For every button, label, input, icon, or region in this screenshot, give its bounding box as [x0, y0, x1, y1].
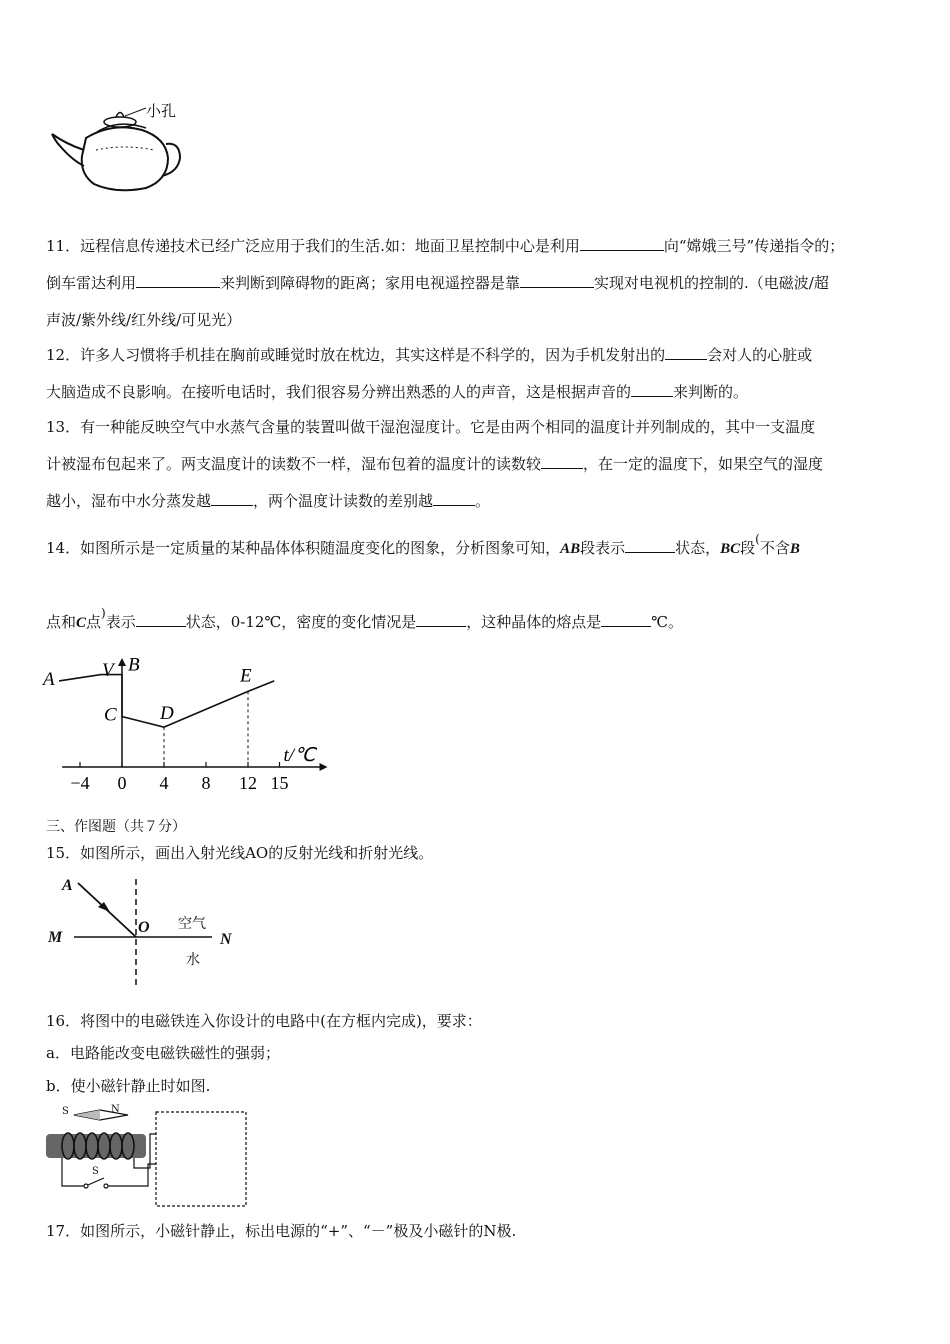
chart-point-label-b: B [128, 654, 140, 676]
q14-paren-open: ( [755, 532, 760, 546]
q13-line2 [46, 454, 823, 474]
chart-x-tick-label: −4 [70, 773, 90, 793]
chart-x-label: t/℃ [283, 745, 316, 766]
chart-x-tick-label: 8 [201, 773, 211, 793]
chart-x-tick-label: 0 [117, 773, 127, 793]
chart-x-arrow-icon [320, 763, 328, 771]
q14-text-1c: 状态， [675, 539, 721, 557]
q11-line2 [46, 273, 829, 293]
q16-req-a: a．电路能改变电磁铁磁性的强弱； [46, 1044, 280, 1062]
q14-text-1d: 段 [740, 539, 756, 557]
teapot-hole-label: 小孔 [146, 102, 177, 120]
q11-text-2a: 倒车雷达利用 [46, 274, 137, 292]
q14-text-2f: ℃。 [651, 613, 684, 631]
q16-req-b: b．使小磁针静止时如图. [46, 1077, 211, 1095]
q15-label-m: M [48, 929, 63, 946]
q14-line1 [46, 532, 800, 559]
q16-switch-label: S [92, 1166, 99, 1177]
q13-line1 [46, 417, 815, 437]
q16-dashed-box[interactable] [156, 1112, 246, 1206]
q11-text-1b: 向“嫦娥三号”传递指令的； [663, 237, 845, 255]
chart-y-label: V [102, 660, 114, 681]
chart-x-tick-label: 12 [239, 773, 257, 793]
q16-switch-icon [88, 1178, 104, 1185]
q13-text-3b: ，两个温度计读数的差别越 [253, 492, 434, 510]
q13-blank-3[interactable] [433, 491, 475, 506]
q14-blank-4[interactable] [601, 612, 651, 627]
q14-blank-2[interactable] [136, 612, 186, 627]
q15-text: 15．如图所示，画出入射光线AO的反射光线和折射光线。 [46, 844, 434, 862]
chart-point-label-c: C [104, 704, 117, 726]
q14-text-1a: 14．如图所示是一定质量的某种晶体体积随温度变化的图象，分析图象可知， [46, 539, 561, 557]
teapot-figure [46, 98, 196, 198]
q15-label-water: 水 [186, 952, 200, 968]
q13-text-3a: 越小，湿布中水分蒸发越 [46, 492, 212, 510]
q12-text-1b: 会对人的心脏或 [707, 346, 813, 364]
q11-blank-2[interactable] [136, 273, 220, 288]
q16-text: 16．将图中的电磁铁连入你设计的电路中(在方框内完成)，要求： [46, 1012, 482, 1030]
q11-text-1a: 11．远程信息传递技术已经广泛应用于我们的生活.如：地面卫星控制中心是利用 [46, 237, 580, 255]
q15-figure [46, 875, 246, 990]
q13-text-3c: 。 [475, 492, 491, 510]
q14-line2 [46, 606, 684, 633]
q13-line3 [46, 491, 490, 511]
q14-blank-3[interactable] [416, 612, 466, 627]
section3-title: 三、作图题（共７分） [46, 819, 186, 835]
q12-text-1a: 12．许多人习惯将手机挂在胸前或睡觉时放在枕边，其实这样是不科学的，因为手机发射出的 [46, 346, 666, 364]
q13-text-2b: ，在一定的温度下，如果空气的湿度 [583, 455, 824, 473]
q14-text-1e: 不含 [759, 539, 790, 557]
q13-blank-2[interactable] [211, 491, 253, 506]
q14-b: B [789, 541, 800, 557]
chart-x-tick-label: 4 [159, 773, 169, 793]
q14-bc: BC [720, 541, 741, 557]
q11-blank-1[interactable] [580, 236, 664, 251]
q14-text-1b: 段表示 [580, 539, 626, 557]
q14-c: C [76, 615, 87, 631]
q12-text-2a: 大脑造成不良影响。在接听电话时，我们很容易分辨出熟悉的人的声音，这是根据声音的 [46, 383, 632, 401]
q11-line3 [46, 310, 241, 330]
q14-text-2e: ，这种晶体的熔点是 [466, 613, 602, 631]
q15-label-a: A [62, 877, 73, 894]
q14-text-2d: 状态，0-12℃，密度的变化情况是 [185, 613, 417, 631]
chart-point-label-e: E [240, 665, 252, 687]
chart-x-tick-label: 15 [270, 773, 289, 793]
q13-blank-1[interactable] [541, 454, 583, 469]
q11-text-3: 声波/紫外线/红外线/可见光） [46, 311, 242, 329]
q14-text-2c: 表示 [105, 613, 136, 631]
q12-line1 [46, 345, 812, 365]
chart-y-arrow-icon [118, 658, 126, 666]
q14-text-2b: 点 [86, 613, 102, 631]
q16-figure [44, 1104, 250, 1208]
q14-volume-temperature-chart [40, 650, 330, 800]
q17-text: 17．如图所示，小磁针静止，标出电源的“+”、“－”极及小磁针的N极. [46, 1222, 517, 1240]
q14-blank-1[interactable] [625, 538, 675, 553]
q13-text-1: 13．有一种能反映空气中水蒸气含量的装置叫做干湿泡湿度计。它是由两个相同的温度计并列制成的，其中一支温度 [46, 418, 816, 436]
q11-text-2b: 来判断到障碍物的距离；家用电视遥控器是靠 [220, 274, 521, 292]
q12-blank-1[interactable] [665, 345, 707, 360]
q15-label-air: 空气 [178, 916, 206, 932]
q15-label-n: N [220, 931, 232, 948]
q12-blank-2[interactable] [631, 382, 673, 397]
q15-label-o: O [138, 919, 150, 936]
chart-point-label-d: D [160, 703, 174, 725]
q16-circuit-diagram [44, 1104, 250, 1208]
q14-text-2a: 点和 [46, 613, 77, 631]
q14-ab: AB [560, 541, 581, 557]
q13-text-2a: 计被湿布包起来了。两支温度计的读数不一样，湿布包着的温度计的读数较 [46, 455, 542, 473]
q11-text-2c: 实现对电视机的控制的.（电磁波/超 [594, 274, 829, 292]
q11-line1 [46, 236, 844, 256]
q12-line2 [46, 382, 748, 402]
chart-point-label-a: A [43, 668, 55, 690]
q12-text-2b: 来判断的。 [673, 383, 749, 401]
q16-needle-n-label: N [111, 1104, 120, 1115]
q14-paren-close: ) [101, 606, 106, 620]
q11-blank-3[interactable] [520, 273, 594, 288]
q16-needle-s-label: S [62, 1106, 69, 1117]
